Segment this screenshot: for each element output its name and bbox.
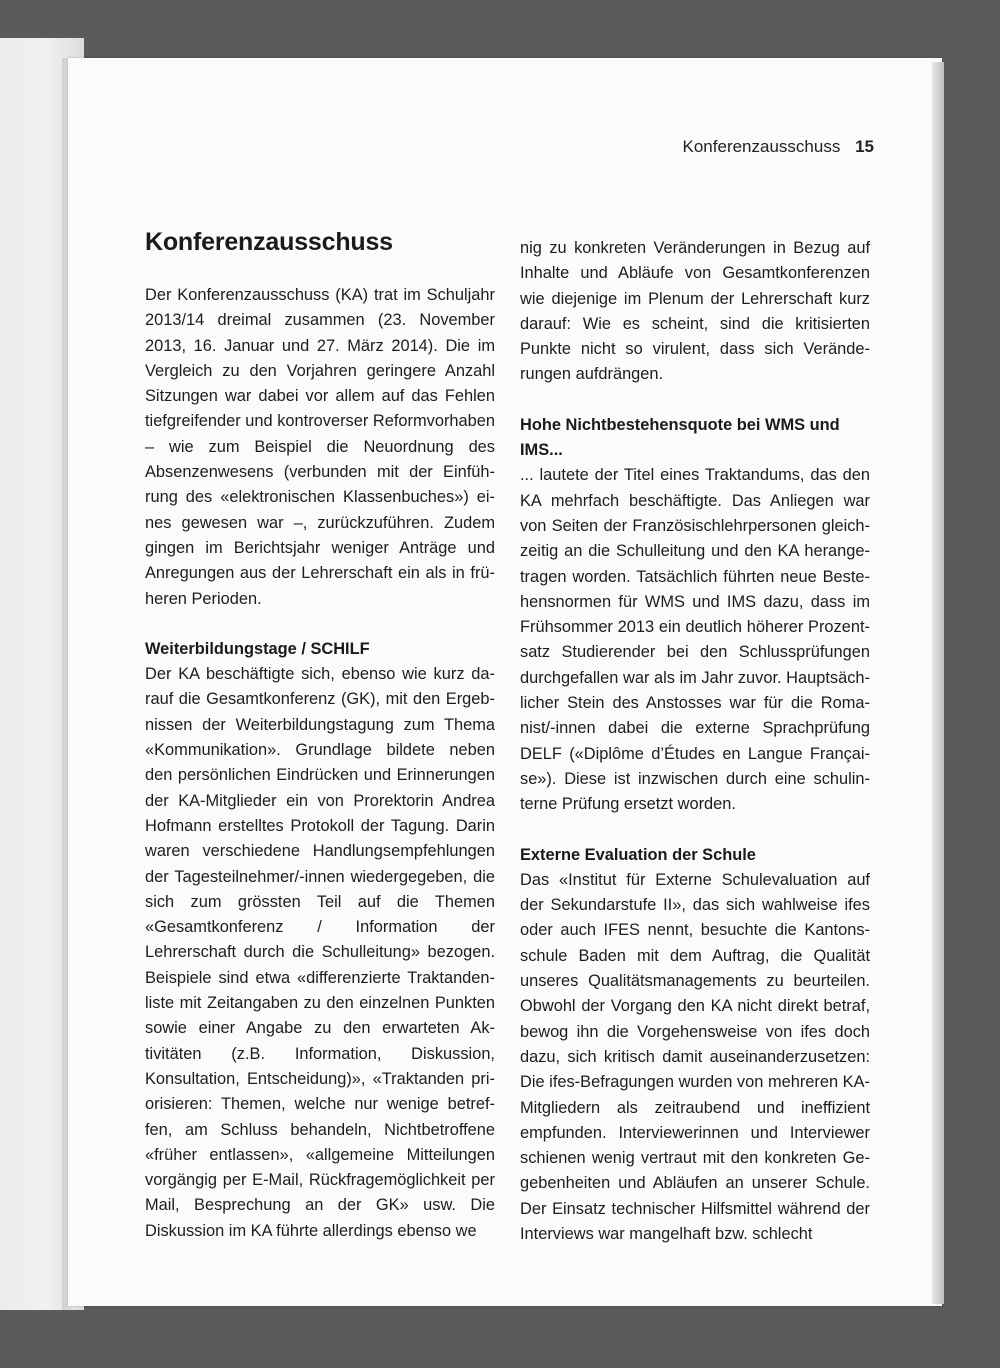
running-head-title: Konferenzausschuss xyxy=(682,137,841,156)
page-number: 15 xyxy=(855,137,874,156)
running-head xyxy=(560,137,874,157)
left-column xyxy=(145,222,495,1244)
article-title: Konferenzausschuss xyxy=(145,228,393,256)
heading-weiterbildungstage: Weiterbildungstage / SCHILF xyxy=(145,639,370,658)
heading-externe-evaluation: Externe Evaluation der Schule xyxy=(520,845,756,864)
weiterbildung-paragraph-part2: nig zu konkreten Veränderungen in Bezug auf Inhalte und Abläufe von Gesamtkonferenzen wie diejenige im Plenum der Lehrerschaft kurz darauf: Wie es scheint, sind die kritisierten Punkte nicht so virulent, dass sich Veränderungen aufdrängen. xyxy=(520,239,870,384)
intro-paragraph: Der Konferenzausschuss (KA) trat im Schuljahr 2013/14 dreimal zusammen (23. November 2013, 16. Januar und 27. März 2014). Die im Vergleich zu den Vorjahren geringere Anzahl Sitzungen war dabei vor allem auf das Fehlen tiefgreifender und kontroverser Reformvorhaben – wie zum Beispiel die Neuordnung des Absenzenwesens (verbunden mit der Einführung des «elektronischen Klassenbuches») eines gewesen war –, zurückzuführen. Zudem gingen im Berichtsjahr weniger Anträge und Anregungen aus der Lehrerschaft ein als in früheren Perioden. xyxy=(145,286,495,608)
page-stack-edge xyxy=(932,62,944,1304)
heading-nichtbestehensquote: Hohe Nichtbestehensquote bei WMS und IMS... xyxy=(520,415,840,460)
right-column xyxy=(520,236,870,1247)
weiterbildung-paragraph-part1: Der KA beschäftigte sich, ebenso wie kurz darauf die Gesamtkonferenz (GK), mit den Ergebnissen der Weiterbildungstagung zum Thema «Kommunikation». Grundlage bildete neben den persönlichen Eindrücken und Erinnerungen der KA-Mitglieder ein von Prorektorin Andrea Hofmann erstelltes Protokoll der Tagung. Darin waren verschiedene Handlungsempfehlungen der Tagesteilnehmer/-innen wiedergegeben, die sich zum grössten Teil auf die Themen «Gesamtkonferenz / Information der Lehrerschaft durch die Schulleitung» bezogen. Beispiele sind etwa «differenzierte Traktandenliste mit Zeitangaben zu den einzelnen Punkten sowie einer Angabe zu den erwarteten Aktivitäten (z.B. Information, Diskussion, Konsultation, Entscheidung)», «Traktanden priorisieren: Themen, welche nur wenige betreffen, am Schluss behandeln, Nichtbetroffene «früher entlassen», «allgemeine Mitteilungen vorgängig per E-Mail, Rückfragemöglichkeit per Mail, Besprechung an der GK» usw. Die Diskussion im KA führte allerdings ebenso we xyxy=(145,665,495,1240)
externe-evaluation-paragraph: Das «Institut für Externe Schulevaluation auf der Sekundarstufe II», das sich wahlweise ifes oder auch IFES nennt, besuchte die Kantonsschule Baden mit dem Auftrag, die Qualität unseres Qualitätsmanagements zu beurteilen. Obwohl der Vorgang den KA nicht direkt betraf, bewog ihn die Vorgehensweise von ifes doch dazu, sich kritisch damit auseinanderzusetzen: Die ifes-Befragungen wurden von mehreren KA-Mitgliedern als zeitraubend und ineffizient empfunden. Interviewerinnen und Interviewer schienen wenig vertraut mit den konkreten Gegebenheiten und Abläufen an unserer Schule. Der Einsatz technischer Hilfsmittel während der Interviews war mangelhaft bzw. schlecht xyxy=(520,870,870,1243)
nichtbestehensquote-paragraph: ... lautete der Titel eines Traktandums, das den KA mehrfach beschäftigte. Das Anliegen war von Seiten der Französischlehrpersonen gleichzeitig an die Schulleitung und den KA herangetragen worden. Tatsächlich führten neue Bestehensnormen für WMS und IMS dazu, dass im Frühsommer 2013 ein deutlich höherer Prozentsatz Studierender bei den Schlussprüfungen durchgefallen war als im Jahr zuvor. Hauptsächlicher Stein des Anstosses war für die Romanist/-innen dabei die externe Sprachprüfung DELF («Diplôme d’Études en Langue Française»). Diese ist inzwischen durch eine schulinterne Prüfung ersetzt worden. xyxy=(520,466,870,814)
